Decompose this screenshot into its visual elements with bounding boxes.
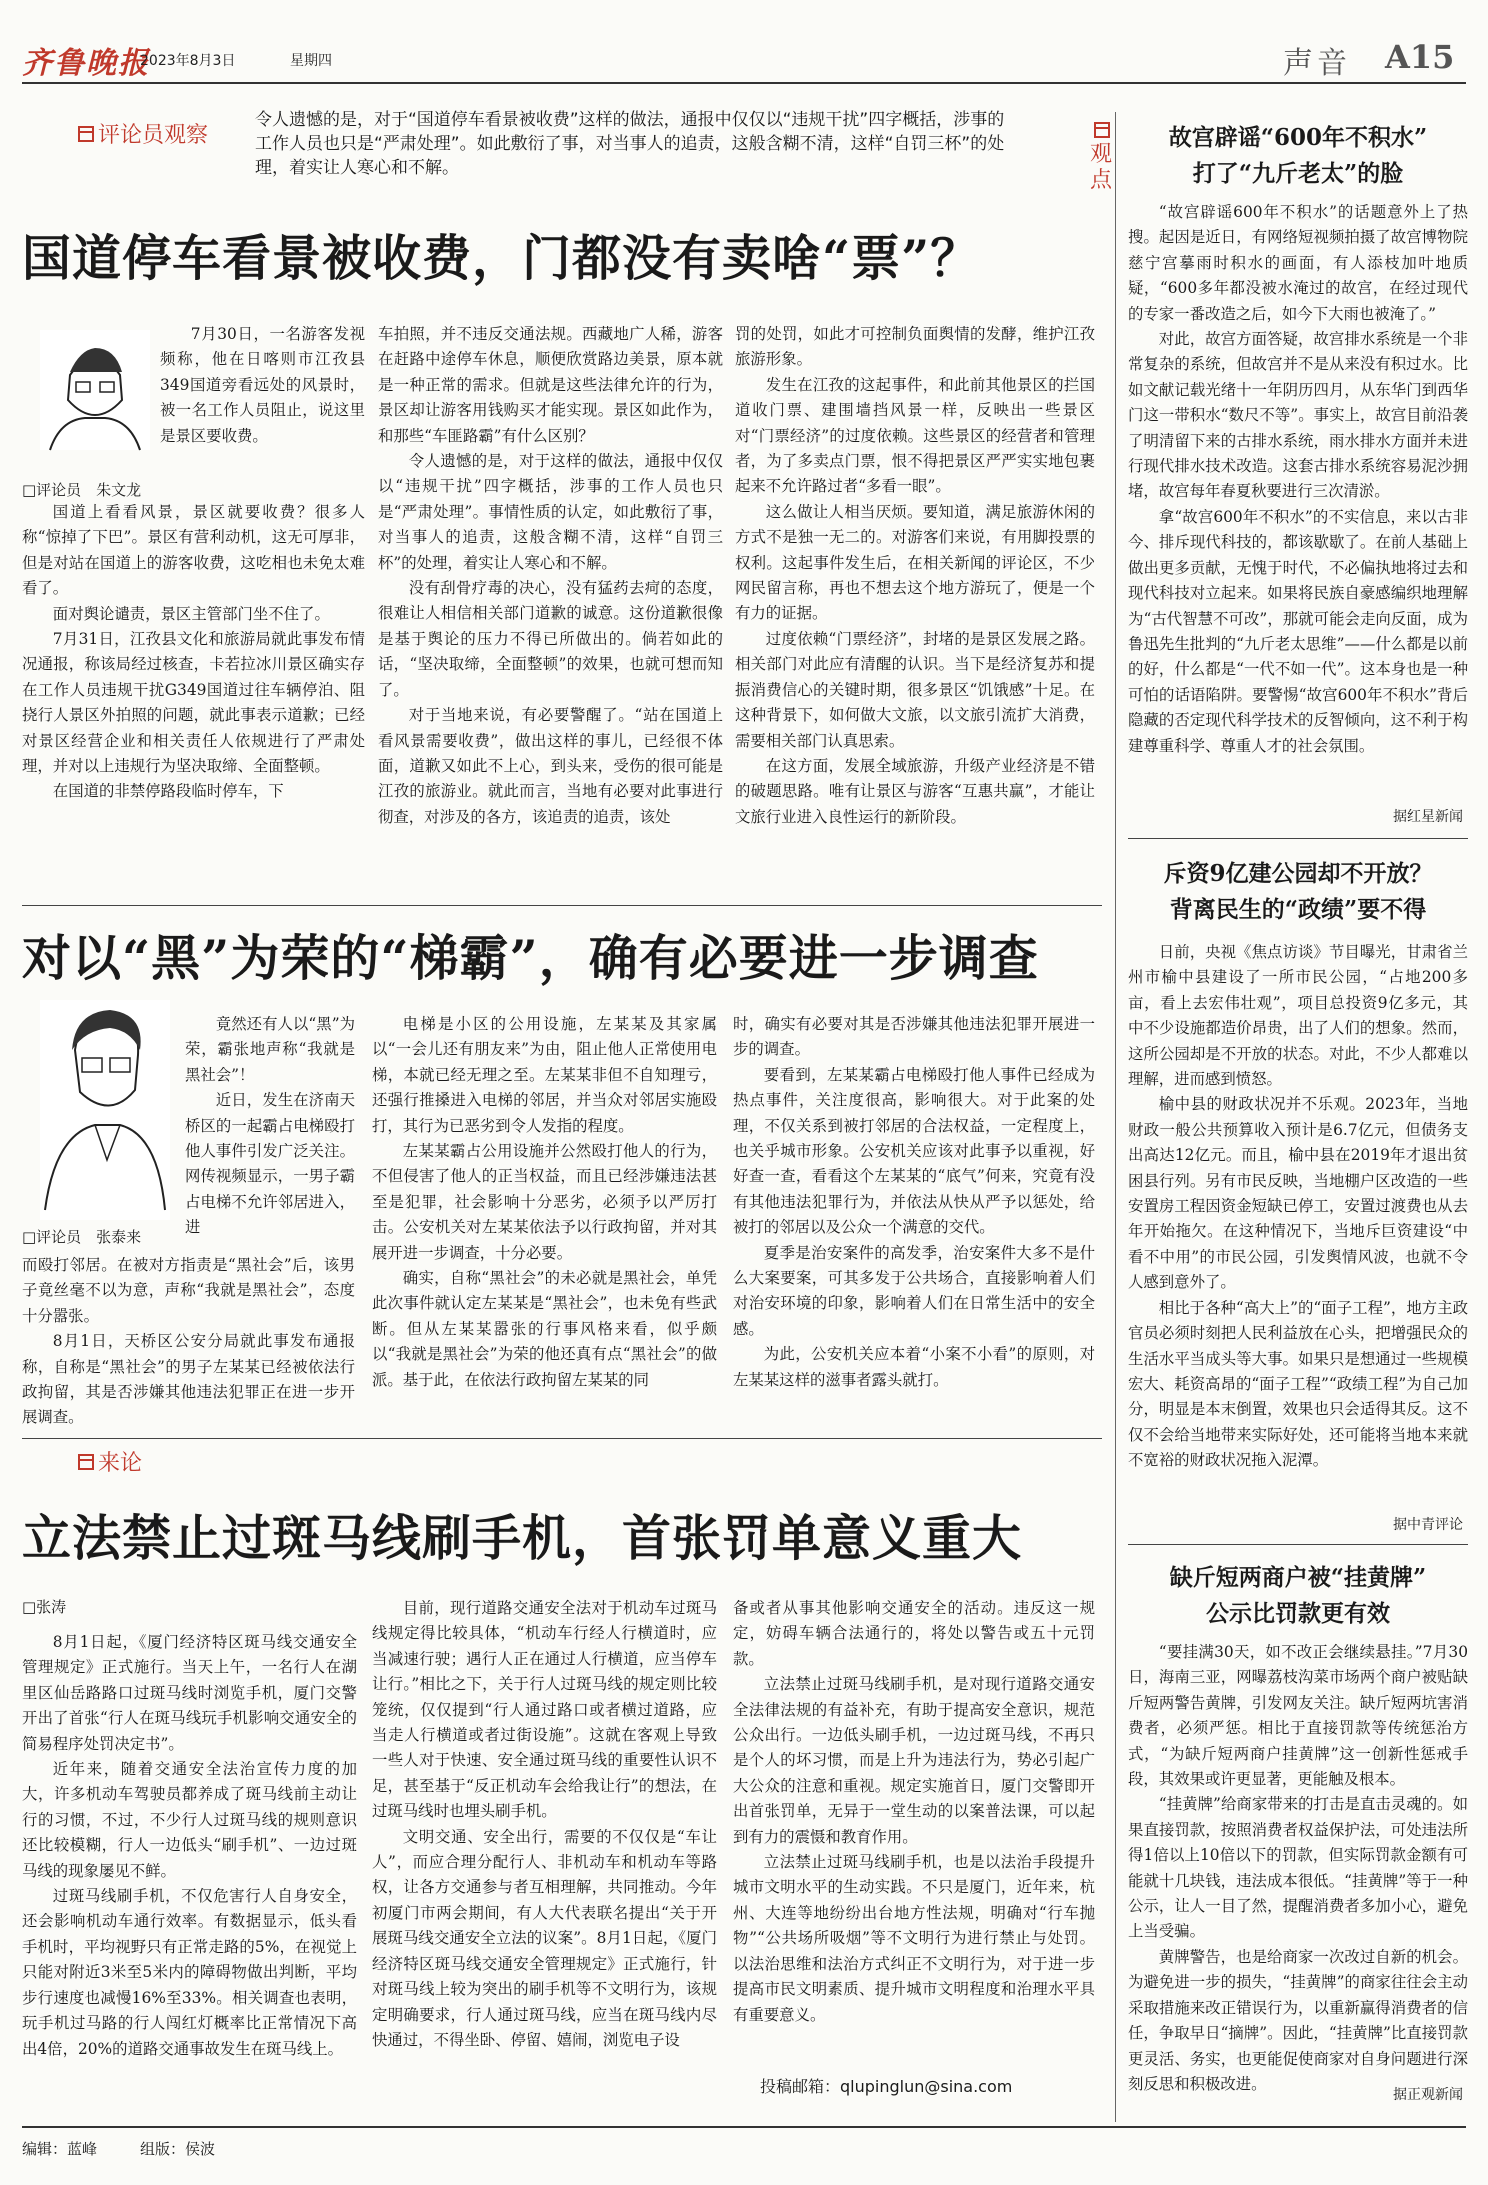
article1-paragraph: 对于当地来说，有必要警醒了。“站在国道上看风景需要收费”，做出这样的事儿，已经很不体面，道歉又如此不上心，到头来，受伤的很可能是江孜的旅游业。就此而言，当地有必要对此事进行彻查，对涉及的各方，该追责的追责，该处 <box>378 706 723 826</box>
tag-laiLun <box>78 1446 142 1477</box>
article1-paragraph: 面对舆论谴责，景区主管部门坐不住了。 <box>52 604 330 623</box>
article2-col2 <box>372 1012 717 1432</box>
article3-paragraph: 文明交通、安全出行，需要的不仅仅是“车让人”，而应合理分配行人、非机动车和机动车等路权，让各方交通参与者互相理解，共同推动。今年初厦门市两会期间，有人大代表联名提出“关于开展斑马线交通安全立法的议案”。8月1日起，《厦门经济特区斑马线交通安全管理规定》正式施行，针对斑马线上较为突出的刷手机等不文明行为，该规定明确要求，行人通过斑马线，应当在斑马线内尽快通过，不得坐卧、停留、嬉闹，浏览电子设 <box>372 1827 717 2049</box>
article1-deck: 令人遗憾的是，对于“国道停车看景被收费”这样的做法，通报中仅仅以“违规干扰”四字概括，涉事的工作人员也只是“严肃处理”。如此敷衍了事，对当事人的追责，这般含糊不清，这样“自罚三杯”的处理，着实让人寒心和不解。 <box>255 110 1005 178</box>
sidebar-paragraph: “故宫辟谣600年不积水”的话题意外上了热搜。起因是近日，有网络短视频拍摄了故宫博物院慈宁宫摹雨时积水的画面，有人添枝加叶地质疑，“600多年都没被水淹过的故宫，在经过现代的专家一番改造之后，如今下大雨也被淹了。” <box>1128 203 1468 323</box>
article3-headline: 立法禁止过斑马线刷手机，首张罚单意义重大 <box>22 1509 1023 1567</box>
footer-editor: 编辑：蓝峰 <box>22 2140 98 2158</box>
tag-commentator-observation <box>78 118 208 149</box>
sidebar-divider <box>1128 838 1468 839</box>
article2-headline: 对以“黑”为荣的“梯霸”，确有必要进一步调查 <box>22 929 1039 987</box>
sidebar-title-line: 故宫辟谣“600年不积水” <box>1168 124 1428 151</box>
red-box-icon <box>1094 122 1110 138</box>
sidebar-item-body <box>1128 940 1468 1510</box>
article2-col1-bottom <box>22 1253 355 1427</box>
footer-layout: 组版：侯波 <box>140 2140 216 2158</box>
author-portrait-1 <box>40 330 150 450</box>
article1-paragraph: 没有刮骨疗毒的决心，没有猛药去疴的态度，很难让人相信相关部门道歉的诚意。这份道歉很像是基于舆论的压力不得已所做出的。倘若如此的话，“坚决取缔，全面整顿”的效果，也就可想而知了。 <box>378 579 723 699</box>
article2-paragraph: 电梯是小区的公用设施，左某某及其家属以“一会儿还有朋友来”为由，阻止他人正常使用电梯，本就已经无理之至。左某某非但不自知理亏，还强行推搡进入电梯的邻居，并当众对邻居实施殴打，其行为已恶劣到令人发指的程度。 <box>372 1015 717 1135</box>
article2-paragraph: 8月1日，天桥区公安分局就此事发布通报称，自称是“黑社会”的男子左某某已经被依法行政拘留，其是否涉嫌其他违法犯罪正在进一步开展调查。 <box>22 1332 355 1427</box>
page-number: A15 <box>1385 38 1455 76</box>
article1-paragraph: 令人遗憾的是，对于这样的做法，通报中仅仅以“违规干扰”四字概括，涉事的工作人员也只是“严肃处理”。事情性质的认定，如此敷衍了事，对当事人的追责，这般含糊不清，这样“自罚三杯”的处理，着实让人寒心和不解。 <box>378 452 723 572</box>
article3-paragraph: 过斑马线刷手机，不仅危害行人自身安全，还会影响机动车通行效率。有数据显示，低头看手机时，平均视野只有正常走路的5%，在视觉上只能对附近3米至5米内的障碍物做出判断，平均步行速度也减慢16%至33%。相关调查也表明，玩手机过马路的行人闯红灯概率比正常情况下高出4倍，20%的道路交通事故发生在斑马线上。 <box>22 1887 357 2058</box>
article2-byline: □评论员 张泰来 <box>22 1228 142 1246</box>
article1-paragraph: 发生在江孜的这起事件，和此前其他景区的拦国道收门票、建围墙挡风景一样，反映出一些景区对“门票经济”的过度依赖。这些景区的经营者和管理者，为了多卖点门票，恨不得把景区严严实实地包裹起来不允许路过者“多看一眼”。 <box>735 375 1095 496</box>
sidebar-paragraph: 榆中县的财政状况并不乐观。2023年，当地财政一般公共预算收入预计是6.7亿元，但债务支出高达12亿元。而且，榆中县在2019年才退出贫困县行列。另有市民反映，当地棚户区改造的一些安置房工程因资金短缺已停工，安置过渡费也从去年开始拖欠。在这种情况下，当地斥巨资建设“中看不中用”的市民公园，引发舆情风波，也就不令人感到意外了。 <box>1128 1095 1468 1292</box>
article1-paragraph: 7月31日，江孜县文化和旅游局就此事发布情况通报，称该局经过核查，卡若拉冰川景区确实存在工作人员违规干扰G349国道过往车辆停泊、阻挠行人景区外拍照的问题，就此事表示道歉；已经对景区经营企业和相关责任人依规进行了严肃处理，并对以上违规行为坚决取缔、全面整顿。 <box>22 630 365 776</box>
sidebar-title-line: 打了“九斤老太”的脸 <box>1192 160 1404 187</box>
article3-paragraph: 8月1日起，《厦门经济特区斑马线交通安全管理规定》正式施行。当天上午，一名行人在湖里区仙岳路路口过斑马线时浏览手机，厦门交警开出了首张“行人在斑马线玩手机影响交通安全的简易程序处罚决定书”。 <box>22 1633 357 1753</box>
article2-paragraph: 确实，自称“黑社会”的未必就是黑社会，单凭此次事件就认定左某某是“黑社会”，也未免有些武断。但从左某某嚣张的行事风格来看，似乎颇以“我就是黑社会”为荣的他还真有点“黑社会”的做派。基于此，在依法行政拘留左某某的同 <box>372 1269 717 1389</box>
issue-weekday: 星期四 <box>290 53 332 69</box>
article3-col2 <box>372 1596 717 2105</box>
sidebar-tag-label: 观点 <box>1089 142 1112 193</box>
article3-col3 <box>733 1596 1095 2066</box>
sidebar-paragraph: “挂黄牌”给商家带来的打击是直击灵魂的。如果直接罚款，按照消费者权益保护法，可处违法所得1倍以上10倍以下的罚款，但实际罚款金额有可能就十几块钱，违法成本很低。“挂黄牌”等于一种公示，让人一目了然，提醒消费者多加小心，避免上当受骗。 <box>1128 1795 1468 1941</box>
sidebar-paragraph: 黄牌警告，也是给商家一次改过自新的机会。为避免进一步的损失，“挂黄牌”的商家往往会主动采取措施来改正错误行为，以重新赢得消费者的信任，争取早日“摘牌”。因此，“挂黄牌”比直接罚款更灵活、务实，也更能促使商家对自身问题进行深刻反思和积极改进。 <box>1128 1947 1468 2093</box>
article1-paragraph: 在这方面，发展全域旅游，升级产业经济是不错的破题思路。唯有让景区与游客“互惠共赢”，才能让文旅行业进入良性运行的新阶段。 <box>735 756 1095 826</box>
article1-paragraph: 这么做让人相当厌烦。要知道，满足旅游休闲的方式不是独一无二的。对游客们来说，有用脚投票的权利。这起事件发生后，在相关新闻的评论区，不少网民留言称，再也不想去这个地方游玩了，便是一个有力的证据。 <box>735 502 1095 623</box>
sidebar-title-line: 背离民生的“政绩”要不得 <box>1169 896 1427 923</box>
author-portrait-2 <box>40 1000 170 1220</box>
sidebar-source: 据红星新闻 <box>1393 809 1463 825</box>
sidebar-paragraph: 拿“故宫600年不积水”的不实信息，来以古非今、排斥现代科技的，都该歇歇了。在前人基础上做出更多贡献，无愧于时代，不必偏执地将过去和现代科技对立起来。如果将民族自豪感编织地理解为“古代智慧不可改”，那就可能会走向反面，成为鲁迅先生批判的“九斤老太思维”——什么都是以前的好，什么都是“一代不如一代”。这本身也是一种可怕的话语陷阱。要警惕“故宫600年不积水”背后隐藏的否定现代科学技术的反智倾向，这不利于构建尊重科学、尊重人才的社会氛围。 <box>1128 507 1468 755</box>
article1-byline: □评论员 朱文龙 <box>22 481 142 499</box>
sidebar-item-title <box>1128 856 1468 928</box>
article2-paragraph: 要看到，左某某霸占电梯殴打他人事件已经成为热点事件，关注度很高，影响很大。对于此案的处理，不仅关系到被打邻居的合法权益，一定程度上，也关乎城市形象。公安机关应该对此事予以重视，好好查一查，看看这个左某某的“底气”何来，究竟有没有其他违法犯罪行为，并依法从快从严予以惩处，给被打的邻居以及公众一个满意的交代。 <box>733 1065 1095 1237</box>
article2-paragraph: 为此，公安机关应本着“小案不小看”的原则，对左某某这样的滋事者露头就打。 <box>733 1345 1095 1389</box>
article-divider <box>22 905 1102 906</box>
tag-label: 来论 <box>98 1451 143 1476</box>
article3-col1 <box>22 1630 357 2105</box>
masthead-rule <box>22 82 1466 84</box>
red-box-icon <box>78 126 94 142</box>
article2-col1-top <box>185 1012 355 1252</box>
sidebar-item-body <box>1128 1640 1468 2093</box>
article3-byline: □张涛 <box>22 1598 67 1616</box>
issue-date: 2023年8月3日 <box>140 53 236 69</box>
article2-col3 <box>733 1012 1095 1432</box>
article1-paragraph: 7月30日，一名游客发视频称，他在日喀则市江孜县349国道旁看远处的风景时，被一名工作人员阻止，说这里是景区要收费。 <box>160 325 365 445</box>
article3-paragraph: 立法禁止过斑马线刷手机，是对现行道路交通安全法律法规的有益补充，有助于提高安全意识，规范公众出行。一边低头刷手机，一边过斑马线，不再只是个人的坏习惯，而是上升为违法行为，势必引起广大公众的注意和重视。规定实施首日，厦门交警即开出首张罚单，无异于一堂生动的以案普法课，可以起到有力的震慑和教育作用。 <box>733 1675 1095 1846</box>
sidebar-paragraph: 对此，故宫方面答疑，故宫排水系统是一个非常复杂的系统，但故宫并不是从来没有积过水。比如文献记载光绪十一年阴历四月，从东华门到西华门这一带积水“数尺不等”。事实上，故宫目前沿袭了明清留下来的古排水系统，雨水排水方面并未进行现代排水技术改造。这套古排水系统容易泥沙拥堵，故宫每年春夏秋要进行三次清淤。 <box>1128 330 1468 501</box>
article2-paragraph: 竟然还有人以“黑”为荣，霸张地声称“我就是黑社会”！ <box>185 1015 355 1084</box>
article-divider <box>22 1438 1102 1439</box>
article3-paragraph: 近年来，随着交通安全法治宣传力度的加大，许多机动车驾驶员都养成了斑马线前主动让行的习惯，不过，不少行人过斑马线的规则意识还比较模糊，行人一边低头“刷手机”、一边过斑马线的现象屡见不鲜。 <box>22 1760 357 1880</box>
sidebar-title-line: 缺斤短两商户被“挂黄牌” <box>1169 1564 1427 1591</box>
article2-paragraph: 时，确实有必要对其是否涉嫌其他违法犯罪开展进一步的调查。 <box>733 1015 1095 1059</box>
sidebar-item-body <box>1128 200 1468 800</box>
article1-col2 <box>378 322 723 894</box>
submission-email: 投稿邮箱：qlupinglun@sina.com <box>760 2077 1013 2096</box>
article1-paragraph: 在国道的非禁停路段临时停车，下 <box>52 782 284 801</box>
red-box-icon <box>78 1454 94 1470</box>
tag-label: 评论员观察 <box>98 123 209 148</box>
sidebar-paragraph: “要挂满30天，如不改正会继续悬挂。”7月30日，海南三亚，网曝荔枝沟菜市场两个商户被贴缺斤短两警告黄牌，引发网友关注。缺斤短两坑害消费者，必须严惩。相比于直接罚款等传统惩治方式，“为缺斤短两商户挂黄牌”这一创新性惩戒手段，其效果或许更显著，更能触及根本。 <box>1128 1643 1468 1789</box>
sidebar-source: 据中青评论 <box>1393 1517 1463 1533</box>
newspaper-logo: 齐鲁晚报 <box>22 46 150 81</box>
sidebar-item-title <box>1128 120 1468 192</box>
article1-paragraph: 国道上看看风景，景区就要收费？很多人称“惊掉了下巴”。景区有营利动机，这无可厚非，但是对站在国道上的游客收费，这吃相也未免太难看了。 <box>22 503 365 598</box>
sidebar-item-title <box>1128 1560 1468 1632</box>
article1-col3 <box>735 322 1095 894</box>
sidebar-paragraph: 相比于各种“高大上”的“面子工程”，地方主政官员必须时刻把人民利益放在心头，把增强民众的生活水平当成头等大事。如果只是想通过一些规模宏大、耗资高昂的“面子工程”“政绩工程”为自己加分，明显是本末倒置，效果也只会适得其反。这不仅不会给当地带来实际好处，还可能将当地本来就不宽裕的财政状况拖入泥潭。 <box>1128 1298 1468 1470</box>
article2-paragraph: 近日，发生在济南天桥区的一起霸占电梯殴打他人事件引发广泛关注。网传视频显示，一男子霸占电梯不允许邻居进入，进 <box>185 1091 355 1237</box>
sidebar-divider <box>1128 1544 1468 1545</box>
article1-col1 <box>22 500 365 895</box>
footer-rule <box>22 2126 1466 2128</box>
article2-paragraph: 而殴打邻居。在被对方指责是“黑社会”后，该男子竟丝毫不以为意，声称“我就是黑社会”，态度十分嚣张。 <box>22 1256 355 1325</box>
article1-paragraph: 罚的处罚，如此才可控制负面舆情的发酵，维护江孜旅游形象。 <box>735 325 1095 369</box>
article1-paragraph: 过度依赖“门票经济”，封堵的是景区发展之路。相关部门对此应有清醒的认识。当下是经济复苏和提振消费信心的关键时期，很多景区“饥饿感”十足。在这种背景下，如何做大文旅，以文旅引流扩大消费，需要相关部门认真思索。 <box>735 629 1095 750</box>
article3-paragraph: 备或者从事其他影响交通安全的活动。违反这一规定，妨碍车辆合法通行的，将处以警告或五十元罚款。 <box>733 1599 1095 1668</box>
article3-paragraph: 目前，现行道路交通安全法对于机动车过斑马线规定得比较具体，“机动车行经人行横道时，应当减速行驶；遇行人正在通过人行横道，应当停车让行。”相比之下，关于行人过斑马线的规定则比较笼统，仅仅提到“行人通过路口或者横过道路，应当走人行横道或者过街设施”。这就在客观上导致一些人对于快速、安全通过斑马线的重要性认识不足，甚至基于“反正机动车会给我让行”的想法，在过斑马线时也埋头刷手机。 <box>372 1599 717 1821</box>
article2-paragraph: 左某某霸占公用设施并公然殴打他人的行为，不但侵害了他人的正当权益，而且已经涉嫌违法甚至是犯罪，社会影响十分恶劣，必须予以严厉打击。公安机关对左某某依法予以行政拘留，并对其展开进一步调查，十分必要。 <box>372 1142 717 1262</box>
sidebar-source: 据正观新闻 <box>1393 2087 1463 2103</box>
article1-headline: 国道停车看景被收费，门都没有卖啥“票”？ <box>22 229 981 287</box>
article3-paragraph: 立法禁止过斑马线刷手机，也是以法治手段提升城市文明水平的生动实践。不只是厦门，近年来，杭州、大连等地纷纷出台地方性法规，明确对“行车抛物”“公共场所吸烟”等不文明行为进行禁止与处罚。以法治思维和法治方式纠正不文明行为，对于进一步提高市民文明素质、提升城市文明程度和治理水平具有重要意义。 <box>733 1853 1095 2024</box>
section-name: 声音 <box>1283 46 1351 81</box>
sidebar-tag <box>1088 122 1116 194</box>
article1-col1-wrap <box>160 322 365 445</box>
sidebar-title-line: 公示比罚款更有效 <box>1206 1600 1390 1627</box>
column-divider <box>1115 112 1116 2122</box>
article1-paragraph: 车拍照，并不违反交通法规。西藏地广人稀，游客在赶路中途停车休息，顺便欣赏路边美景，原本就是一种正常的需求。但就是这些法律允许的行为，景区却让游客用钱购买才能实现。景区如此作为，和那些“车匪路霸”有什么区别？ <box>378 325 723 445</box>
article2-paragraph: 夏季是治安案件的高发季，治安案件大多不是什么大案要案，可其多发于公共场合，直接影响着人们对治安环境的印象，影响着人们在日常生活中的安全感。 <box>733 1243 1095 1338</box>
sidebar-title-line: 斥资9亿建公园却不开放？ <box>1163 860 1433 887</box>
sidebar-paragraph: 日前，央视《焦点访谈》节目曝光，甘肃省兰州市榆中县建设了一所市民公园，“占地200多亩，看上去宏伟壮观”，项目总投资9亿多元，其中不少设施都造价昂贵，出了人们的想象。然而，这所公园却是不开放的状态。对此，不少人都难以理解，进而感到愤怒。 <box>1128 943 1468 1089</box>
